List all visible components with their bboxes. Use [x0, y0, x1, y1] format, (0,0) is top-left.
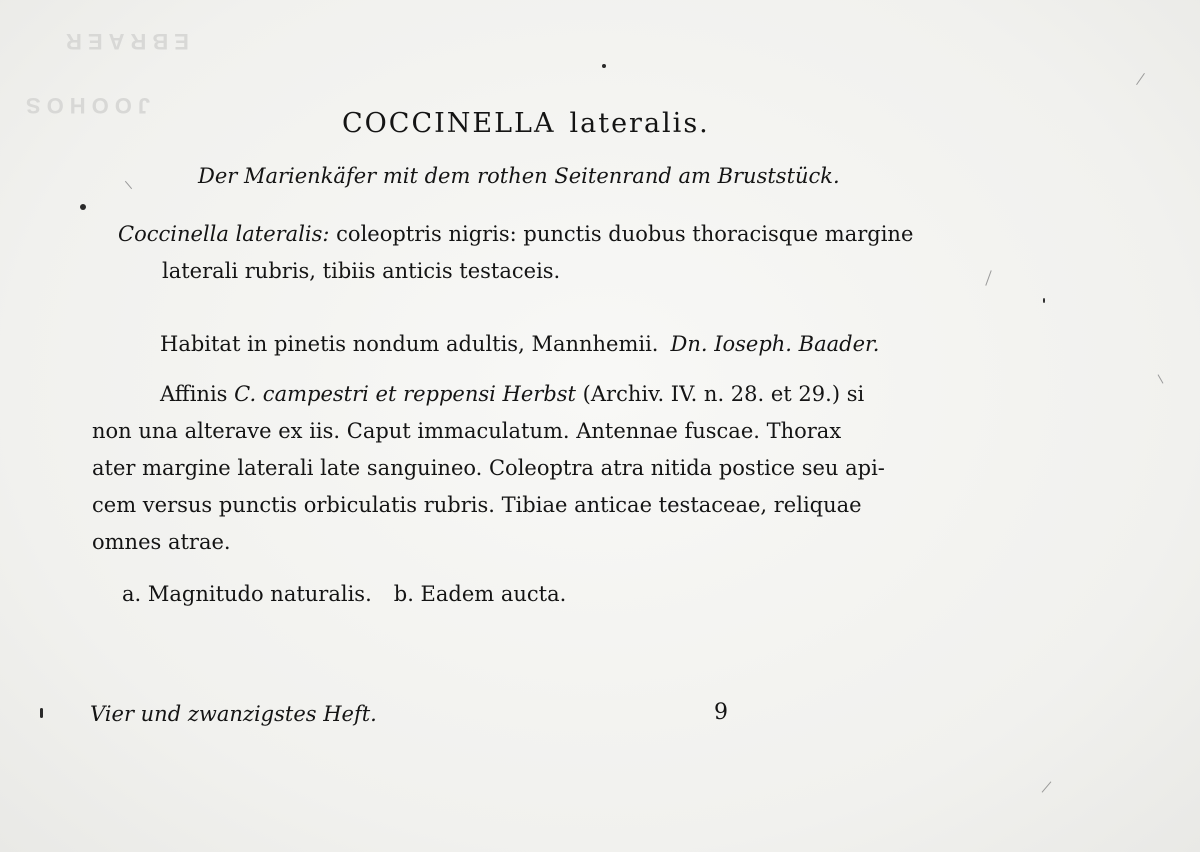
diagnosis-line-2: laterali rubris, tibiis anticis testaceis. — [162, 259, 561, 283]
affinis-species: C. campestri et reppensi Herbst — [234, 382, 576, 406]
diagnosis-line-1 — [118, 216, 913, 253]
legend-b: b. Eadem aucta. — [393, 582, 567, 606]
page-title — [342, 108, 710, 139]
affinis-line-5: omnes atrae. — [92, 530, 231, 554]
affinis-start: Affinis — [160, 382, 228, 406]
paper-scratch — [125, 181, 132, 189]
affinis-line-3: ater margine laterali late sanguineo. Coleoptra atra nitida postice seu api- — [92, 456, 885, 480]
ink-speck — [602, 64, 606, 68]
habitat-author: Dn. Ioseph. Baader. — [670, 332, 880, 356]
title-species: lateralis. — [569, 108, 710, 139]
figure-legend — [122, 576, 566, 613]
title-genus: COCCINELLA — [342, 108, 556, 139]
diagnosis-paragraph — [118, 216, 913, 290]
ink-speck — [80, 204, 86, 210]
ink-speck — [1043, 298, 1045, 303]
habitat-text: Habitat in pinetis nondum adultis, Mannhemii. — [160, 332, 659, 356]
affinis-line-2: non una alterave ex iis. Caput immaculatum. Antennae fuscae. Thorax — [92, 419, 842, 443]
page-mark: 9 — [714, 700, 728, 725]
paper-scratch — [985, 270, 991, 285]
bleed-through-text-2: JOOHOS — [20, 93, 151, 118]
german-subtitle: Der Marienkäfer mit dem rothen Seitenrand am Bruststück. — [198, 164, 840, 188]
legend-a: a. Magnitudo naturalis. — [122, 582, 372, 606]
habitat-paragraph — [160, 326, 879, 363]
paper-scratch — [1136, 73, 1145, 85]
diagnosis-label: Coccinella lateralis: — [118, 222, 330, 246]
signature-line: Vier und zwanzigstes Heft. — [90, 702, 377, 726]
bleed-through-text: EBRAER — [60, 29, 189, 54]
affinis-line-1 — [92, 376, 885, 413]
affinis-paragraph — [92, 376, 885, 561]
paper-scratch — [1158, 374, 1164, 383]
affinis-reference: (Archiv. IV. n. 28. et 29.) si — [582, 382, 865, 406]
paper-scratch — [1042, 781, 1052, 792]
diagnosis-text-1: coleoptris nigris: punctis duobus thoracisque margine — [336, 222, 914, 246]
affinis-line-4: cem versus punctis orbiculatis rubris. Tibiae anticae testaceae, reliquae — [92, 493, 862, 517]
ink-speck — [40, 708, 43, 718]
